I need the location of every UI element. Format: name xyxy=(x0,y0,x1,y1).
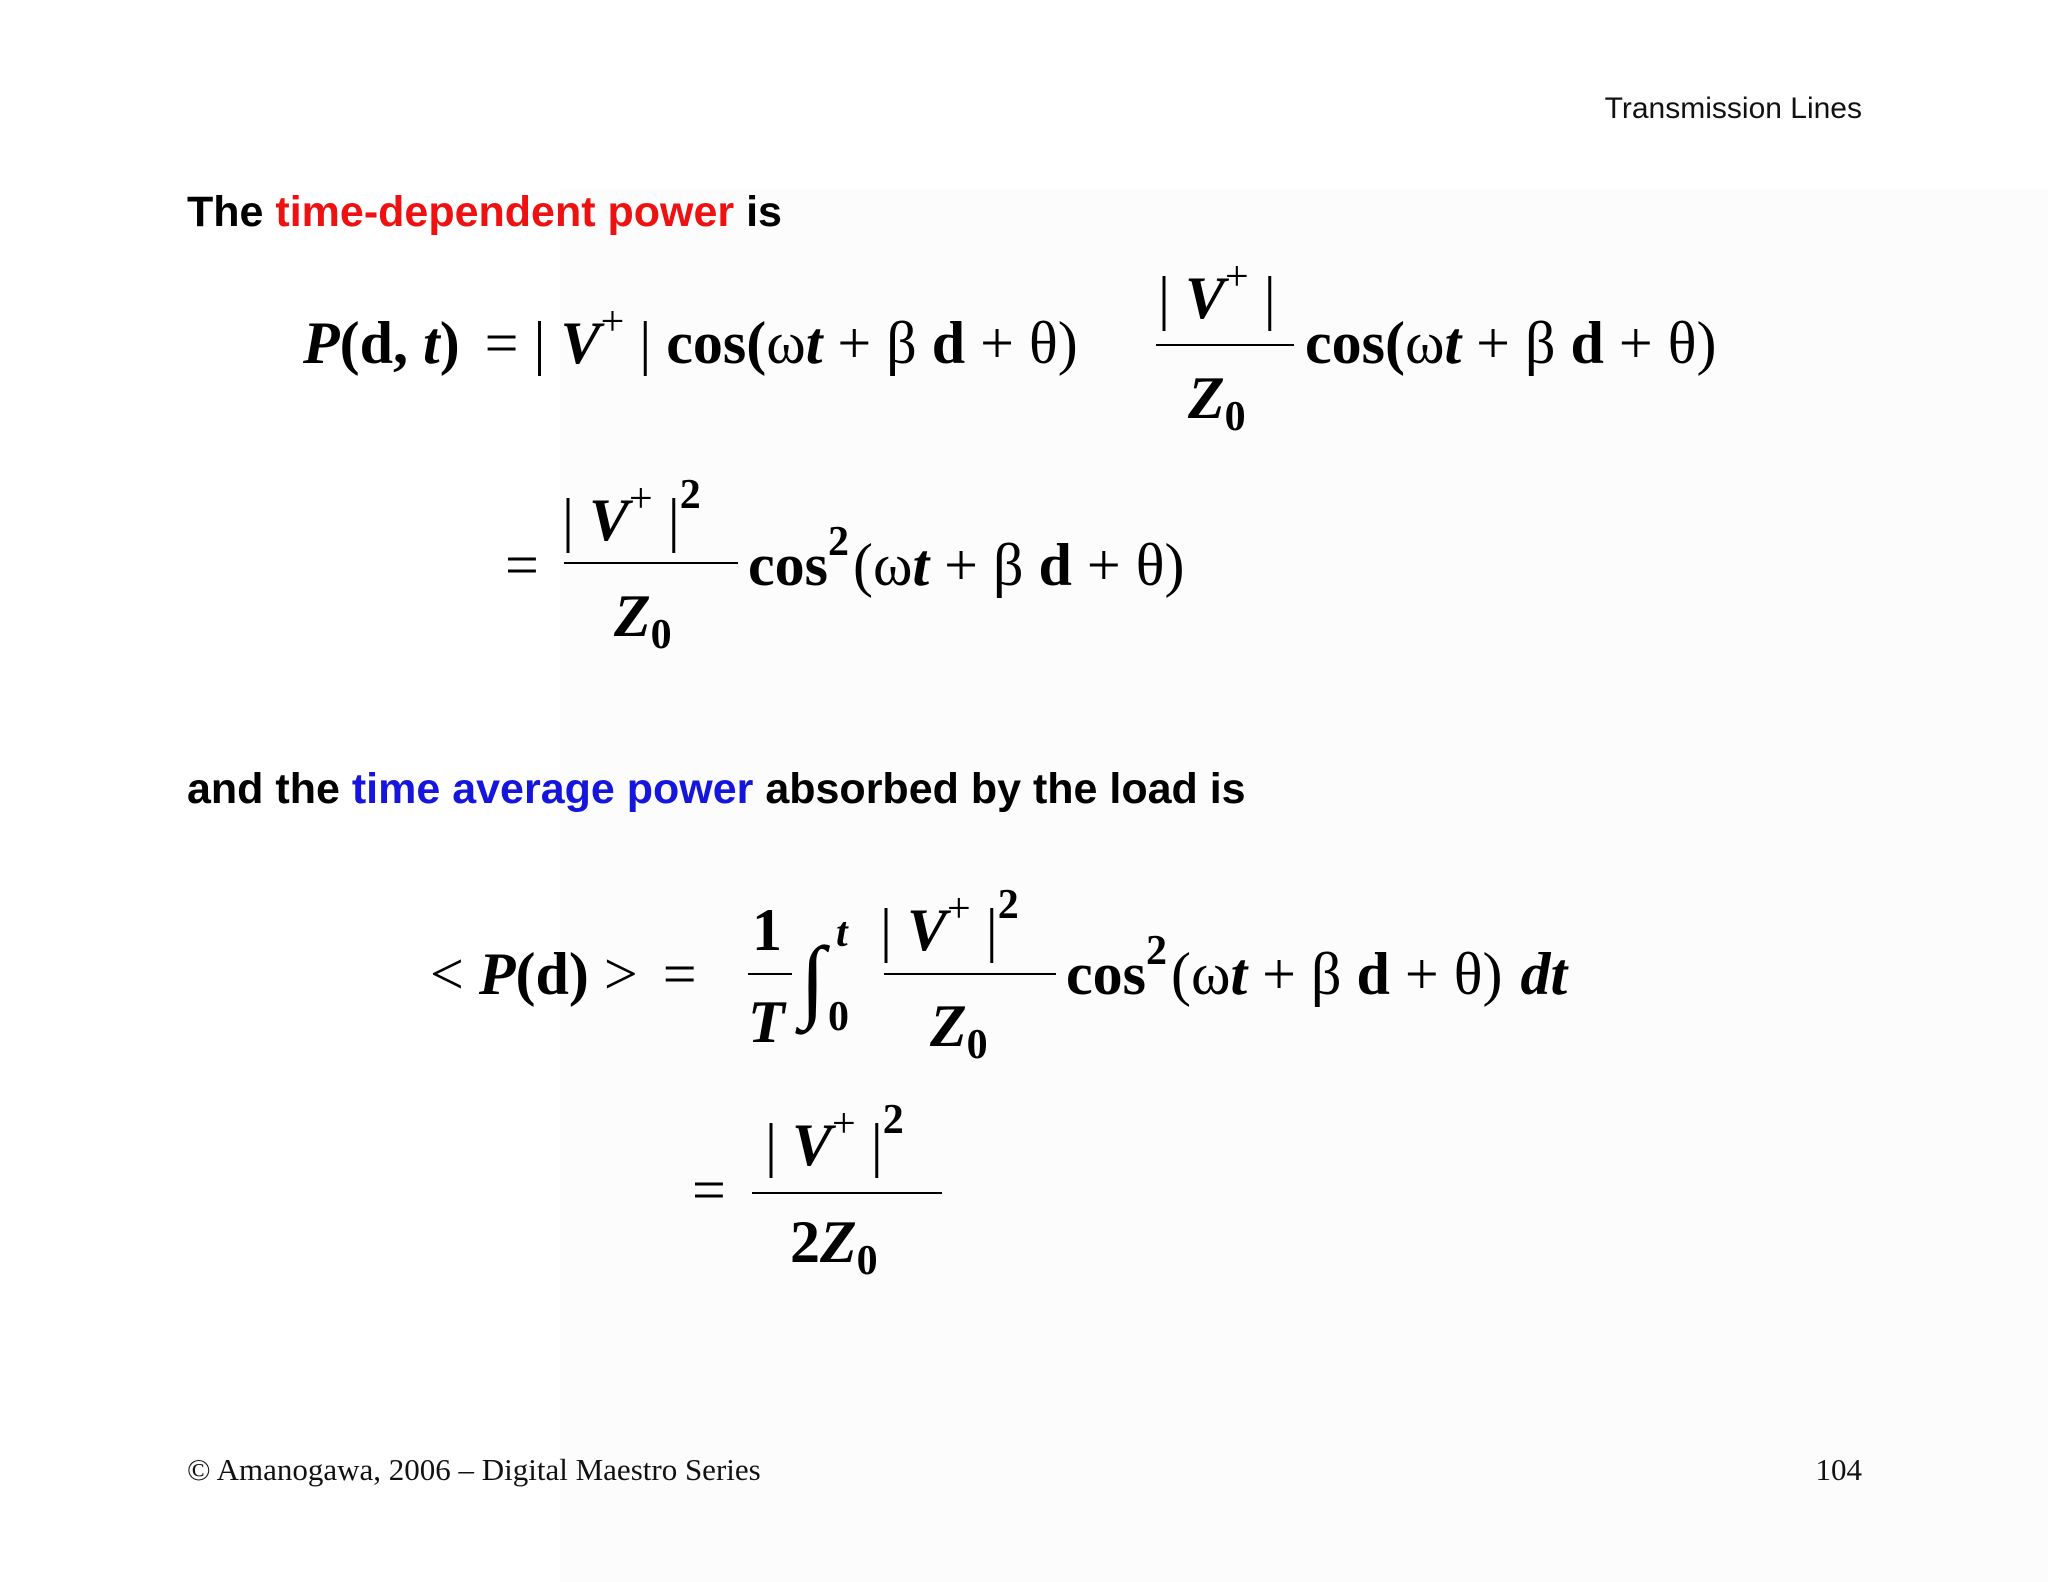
footer-page-number: 104 xyxy=(1815,1452,1862,1487)
svg-text:1: 1 xyxy=(752,897,782,963)
second-pre: and the xyxy=(187,765,340,813)
svg-text:cos2(ωt + β d + θ)dt: $\cos^2(\omega t + \beta$ d + θ) dt xyxy=(1066,928,1568,1007)
svg-text:2Z0: $2Z_0$ xyxy=(790,1209,878,1284)
second-highlight: time average power xyxy=(351,765,754,813)
svg-text:| V+ |2: | V+ $|^2$ xyxy=(765,1097,904,1178)
intro-highlight: time-dependent power xyxy=(275,188,735,236)
second-post: absorbed by the load is xyxy=(765,765,1246,813)
svg-text:∫: ∫ xyxy=(800,928,826,1030)
svg-text:=: = xyxy=(692,1157,726,1223)
svg-text:=: = xyxy=(505,532,539,598)
svg-text:0: 0 xyxy=(828,994,849,1040)
svg-text:Z0: $Z_0$ xyxy=(930,993,988,1068)
svg-text:Z0: $Z_0$ xyxy=(614,583,672,658)
svg-text:< P(d) >=: < P(d) > = xyxy=(430,941,697,1007)
svg-text:t: t xyxy=(836,910,848,956)
svg-text:P(d, t)= | V+ | cos(ωt + β d +: P(d, t) = | V+ | cos(ωt + β d + θ) xyxy=(303,299,1078,376)
svg-text:cos(ωt + β d + θ): cos(ωt + β d + θ) xyxy=(1305,310,1717,376)
intro-pre: The xyxy=(187,188,264,236)
equation-time-dependent-power xyxy=(302,254,1716,440)
equation-time-average-integral xyxy=(430,882,1569,1068)
equation-time-average-result xyxy=(692,1097,942,1284)
intro-post: is xyxy=(746,188,782,236)
svg-text:T: T xyxy=(748,989,785,1055)
header-title: Transmission Lines xyxy=(1604,92,1862,125)
svg-text:| V+ |2: | V+ $|^2$ xyxy=(880,882,1019,963)
svg-text:| V+ |: | V+ | xyxy=(1158,254,1276,331)
svg-text:cos2(ωt + β d + θ): $\cos^2(\omega t + \beta$ d + θ) xyxy=(748,519,1185,598)
equation-squared-form xyxy=(505,472,1184,658)
footer-copyright: © Amanogawa, 2006 – Digital Maestro Series xyxy=(187,1452,761,1487)
svg-text:| V+ |2: | V+ $|^2$ xyxy=(562,472,701,553)
svg-text:Z0: $Z_0$ xyxy=(1188,365,1246,440)
